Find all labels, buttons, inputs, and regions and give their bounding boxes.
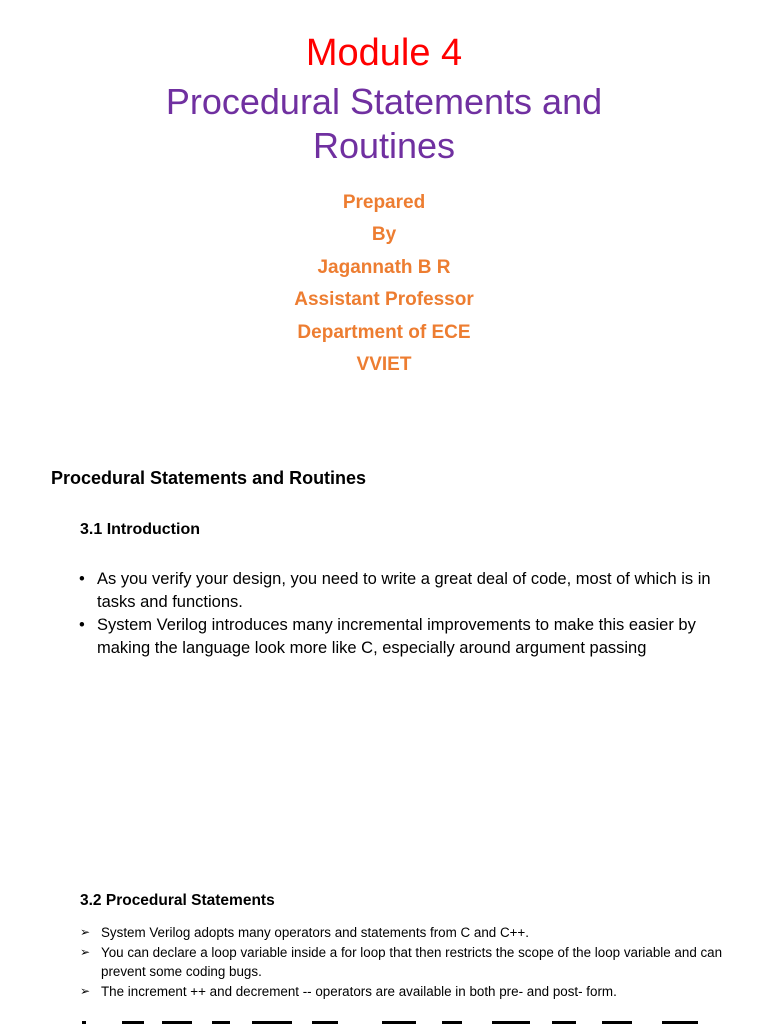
author-line: Department of ECE [297,321,471,343]
title-line-2: Routines [312,125,456,166]
arrow-bullet-icon: ➢ [80,925,91,939]
bullet-item [80,923,740,943]
bullet-text: As you verify your design, you need to write a great deal of code, most of which is in tasks and functions. [97,570,711,611]
bullet-list [76,568,736,660]
bullet-dot-icon: • [79,616,85,634]
author-line: Jagannath B R [317,256,451,278]
procedural-statements-slide [0,870,768,1024]
bullet-text: The increment ++ and decrement -- operators are available in both pre- and post- form. [101,983,617,999]
bullet-text: System Verilog introduces many incremental improvements to make this easier by making the language look more like C, especially around argument passing [97,616,696,657]
presentation-title [0,80,768,168]
author-line: VVIET [356,353,412,375]
title-line-1: Procedural Statements and [165,81,603,122]
introduction-slide [0,440,768,870]
bullet-text: You can declare a loop variable inside a for loop that then restricts the scope of the loop variable and can prevent some coding bugs. [101,944,723,979]
section-heading: 3.2 Procedural Statements [80,892,275,909]
slide-heading: Procedural Statements and Routines [51,468,367,488]
bullet-item [76,614,736,660]
author-block [0,188,768,382]
author-line: Assistant Professor [294,289,474,311]
bullet-item [80,943,740,982]
author-line: By [371,224,397,246]
bullet-text: System Verilog adopts many operators and statements from C and C++. [101,925,529,940]
cut-off-text-line [82,1018,732,1024]
bullet-dot-icon: • [79,570,85,588]
title-slide [0,0,768,440]
section-heading: 3.1 Introduction [80,521,200,538]
arrow-bullet-list [80,923,740,1001]
module-title: Module 4 [305,32,463,74]
bullet-item [80,982,740,1002]
bullet-item [76,568,736,614]
author-line: Prepared [342,192,426,213]
arrow-bullet-icon: ➢ [80,983,91,998]
arrow-bullet-icon: ➢ [80,944,91,959]
